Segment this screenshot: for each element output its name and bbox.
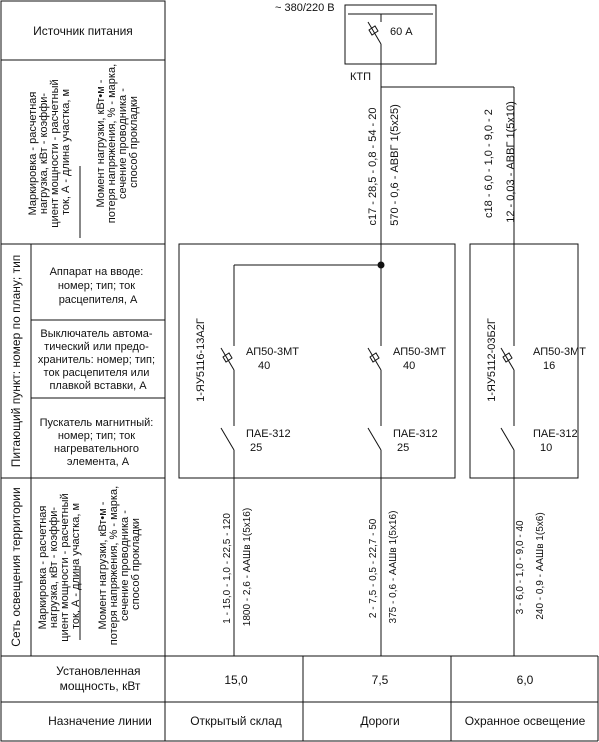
panel-boxes <box>179 244 578 478</box>
network-group-label <box>9 487 23 646</box>
purpose-2: Дороги <box>360 714 400 728</box>
supply-voltage: ~ 380/220 В <box>275 2 335 14</box>
busbar <box>234 262 385 347</box>
power-1: 15,0 <box>224 673 248 687</box>
input-device-label: Аппарат на вводе: номер; тип; ток расцепителя, А <box>49 266 144 306</box>
line-2-spec <box>368 511 399 624</box>
starter-rating-3: 10 <box>540 442 553 454</box>
svg-text:3 - 6,0 - 1,0 - 9,0 - 40: 3 - 6,0 - 1,0 - 9,0 - 40 240 - 0,9 - ААШв 1(5х6) <box>515 512 546 620</box>
breaker-row-label: Выключатель автома- тический или предо- хранитель: номер; тип; ток расцепителя или плавкой вставки, А <box>37 328 156 392</box>
breaker-type-2: АП50-3МТ <box>393 346 447 358</box>
power-3: 6,0 <box>516 673 534 687</box>
breaker-rating-3: 16 <box>543 360 556 372</box>
purpose-3: Охранное освещение <box>464 714 586 728</box>
starter-contact-2 <box>368 428 381 450</box>
breaker-rating-1: 40 <box>258 360 271 372</box>
svg-text:2 - 7,5 - 0,5 - 22,7 - 50: 2 - 7,5 - 0,5 - 22,7 - 50 375 - 0,6 - ААШв 1(5х16) <box>368 510 399 624</box>
svg-text:Питающий пункт: номер по плану: Питающий пункт: номер по плану; тип <box>9 254 23 468</box>
panel-1-label <box>195 318 207 402</box>
line-1-spec <box>222 508 253 626</box>
breaker-contact-1 <box>221 348 234 370</box>
svg-text:1-ЯУ5116-13А2Г: 1-ЯУ5116-13А2Г <box>195 318 207 402</box>
starter-contact-3 <box>501 428 514 450</box>
svg-text:Сеть освещения территории: Сеть освещения территории <box>9 487 23 647</box>
main-feeder-spec <box>367 104 401 226</box>
starter-type-2: ПАЕ-312 <box>393 428 438 440</box>
substation-label: КТП <box>350 71 372 83</box>
breaker-type-3: АП50-3МТ <box>533 346 587 358</box>
panel-group-label <box>9 255 23 468</box>
starter-type-3: ПАЕ-312 <box>533 428 578 440</box>
starter-contact-1 <box>221 428 234 450</box>
panel-2-label <box>486 318 498 402</box>
svg-text:Маркировка - расчетная н: Маркировка - расчетная нагрузка, кВт - коэффи- циент мощности - расчетный ток, А - длина участка, м <box>27 79 72 228</box>
starter-rating-2: 25 <box>397 442 410 454</box>
starter-row-label: Пускатель магнитный: номер; тип; ток нагревательного элемента, А <box>39 417 154 468</box>
line-3-spec <box>515 512 546 619</box>
starter-rating-1: 25 <box>250 442 263 454</box>
installed-power-label: Установленная мощность, кВт <box>56 664 141 693</box>
starter-type-1: ПАЕ-312 <box>246 428 291 440</box>
lower-moment-caption <box>97 483 142 645</box>
supply-breaker-rating: 60 А <box>390 26 413 38</box>
aux-feeder-spec <box>483 101 517 223</box>
svg-text:Момент нагрузки, кВт•м -: Момент нагрузки, кВт•м - потеря напряжения, % - марка, сечение проводника - способ прокладки <box>97 485 142 646</box>
row-source-label: Источник питания <box>33 24 133 38</box>
purpose-1: Открытый склад <box>190 714 282 728</box>
upper-moment-caption <box>95 61 140 223</box>
power-2: 7,5 <box>371 673 389 687</box>
svg-text:Маркировка - расчетная н: Маркировка - расчетная нагрузка, кВт - коэффи- циент мощности - расчетный ток, А - длина участка, м <box>37 493 82 642</box>
breaker-contact-2 <box>368 348 381 370</box>
purpose-label: Назначение линии <box>48 714 152 728</box>
svg-text:1-ЯУ5112-03Б2Г: 1-ЯУ5112-03Б2Г <box>486 318 498 402</box>
svg-text:Момент нагрузки, кВт•м -: Момент нагрузки, кВт•м - потеря напряжения, % - марка, сечение проводника - способ прокладки <box>95 63 140 224</box>
breaker-rating-2: 40 <box>403 360 416 372</box>
lower-marking-caption <box>37 490 82 641</box>
upper-marking-caption <box>27 76 72 227</box>
svg-text:1 - 15,0 - 1,0 - 22,5 - 120: 1 - 15,0 - 1,0 - 22,5 - 120 1800 - 2,6 - ААШв 1(5х16) <box>222 507 253 627</box>
svg-text:с17 - 28,5 - 0,8 - 54 - 20: с17 - 28,5 - 0,8 - 54 - 20 570 - 0,6 - АВВГ 1(5х25) <box>367 104 401 226</box>
breaker-type-1: АП50-3МТ <box>246 346 300 358</box>
line-3-switchgear <box>501 265 514 656</box>
svg-text:с18 - 6,0 - 1,0 - 9,0 - 2: с18 - 6,0 - 1,0 - 9,0 - 2 12 - 0,03 - АВВГ 1(5х10) <box>483 101 517 223</box>
breaker-contact-3 <box>501 348 514 370</box>
